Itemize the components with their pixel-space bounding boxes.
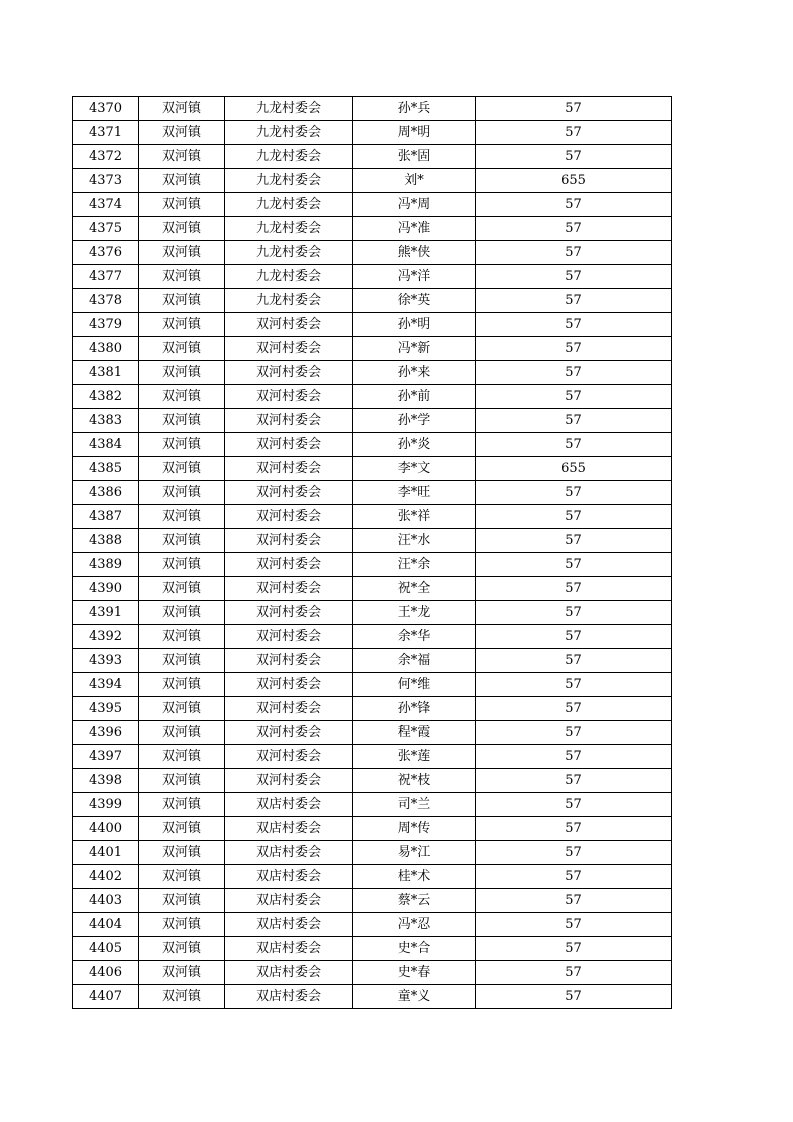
serial-number-cell: 4391 xyxy=(73,601,139,625)
amount-cell: 57 xyxy=(476,577,672,601)
village-committee-cell: 双河村委会 xyxy=(225,649,353,673)
amount-cell: 57 xyxy=(476,745,672,769)
town-cell: 双河镇 xyxy=(139,385,225,409)
table-row xyxy=(73,361,672,385)
village-committee-cell: 双河村委会 xyxy=(225,745,353,769)
serial-number-cell: 4405 xyxy=(73,937,139,961)
name-cell: 孙*明 xyxy=(353,313,476,337)
serial-number-cell: 4388 xyxy=(73,529,139,553)
town-cell: 双河镇 xyxy=(139,553,225,577)
name-cell: 蔡*云 xyxy=(353,889,476,913)
village-committee-cell: 九龙村委会 xyxy=(225,289,353,313)
table-row xyxy=(73,553,672,577)
table-row xyxy=(73,529,672,553)
amount-cell: 57 xyxy=(476,889,672,913)
name-cell: 张*祥 xyxy=(353,505,476,529)
village-committee-cell: 双河村委会 xyxy=(225,313,353,337)
name-cell: 史*春 xyxy=(353,961,476,985)
name-cell: 熊*侠 xyxy=(353,241,476,265)
town-cell: 双河镇 xyxy=(139,289,225,313)
name-cell: 汪*余 xyxy=(353,553,476,577)
table-row xyxy=(73,337,672,361)
table-row xyxy=(73,889,672,913)
table-row xyxy=(73,721,672,745)
town-cell: 双河镇 xyxy=(139,169,225,193)
amount-cell: 57 xyxy=(476,289,672,313)
town-cell: 双河镇 xyxy=(139,601,225,625)
town-cell: 双河镇 xyxy=(139,697,225,721)
data-table xyxy=(72,96,672,1009)
amount-cell: 57 xyxy=(476,505,672,529)
table-row xyxy=(73,817,672,841)
serial-number-cell: 4407 xyxy=(73,985,139,1009)
town-cell: 双河镇 xyxy=(139,745,225,769)
town-cell: 双河镇 xyxy=(139,817,225,841)
town-cell: 双河镇 xyxy=(139,217,225,241)
amount-cell: 57 xyxy=(476,865,672,889)
serial-number-cell: 4382 xyxy=(73,385,139,409)
village-committee-cell: 双河村委会 xyxy=(225,385,353,409)
serial-number-cell: 4389 xyxy=(73,553,139,577)
town-cell: 双河镇 xyxy=(139,121,225,145)
village-committee-cell: 九龙村委会 xyxy=(225,265,353,289)
name-cell: 孙*学 xyxy=(353,409,476,433)
name-cell: 冯*新 xyxy=(353,337,476,361)
village-committee-cell: 双河村委会 xyxy=(225,433,353,457)
name-cell: 冯*准 xyxy=(353,217,476,241)
town-cell: 双河镇 xyxy=(139,889,225,913)
serial-number-cell: 4379 xyxy=(73,313,139,337)
amount-cell: 57 xyxy=(476,649,672,673)
serial-number-cell: 4393 xyxy=(73,649,139,673)
serial-number-cell: 4374 xyxy=(73,193,139,217)
serial-number-cell: 4390 xyxy=(73,577,139,601)
name-cell: 冯*洋 xyxy=(353,265,476,289)
town-cell: 双河镇 xyxy=(139,97,225,121)
amount-cell: 57 xyxy=(476,217,672,241)
name-cell: 何*维 xyxy=(353,673,476,697)
town-cell: 双河镇 xyxy=(139,865,225,889)
name-cell: 周*传 xyxy=(353,817,476,841)
village-committee-cell: 双店村委会 xyxy=(225,793,353,817)
serial-number-cell: 4381 xyxy=(73,361,139,385)
town-cell: 双河镇 xyxy=(139,625,225,649)
amount-cell: 57 xyxy=(476,673,672,697)
town-cell: 双河镇 xyxy=(139,673,225,697)
serial-number-cell: 4403 xyxy=(73,889,139,913)
serial-number-cell: 4400 xyxy=(73,817,139,841)
table-body xyxy=(73,97,672,1009)
name-cell: 余*华 xyxy=(353,625,476,649)
table-row xyxy=(73,673,672,697)
table-row xyxy=(73,697,672,721)
town-cell: 双河镇 xyxy=(139,145,225,169)
serial-number-cell: 4380 xyxy=(73,337,139,361)
village-committee-cell: 双河村委会 xyxy=(225,625,353,649)
table-row xyxy=(73,769,672,793)
amount-cell: 57 xyxy=(476,97,672,121)
name-cell: 刘* xyxy=(353,169,476,193)
serial-number-cell: 4404 xyxy=(73,913,139,937)
table-row xyxy=(73,265,672,289)
village-committee-cell: 双店村委会 xyxy=(225,913,353,937)
serial-number-cell: 4385 xyxy=(73,457,139,481)
village-committee-cell: 九龙村委会 xyxy=(225,217,353,241)
amount-cell: 57 xyxy=(476,985,672,1009)
table-row xyxy=(73,169,672,193)
serial-number-cell: 4371 xyxy=(73,121,139,145)
serial-number-cell: 4376 xyxy=(73,241,139,265)
table-row xyxy=(73,433,672,457)
village-committee-cell: 双店村委会 xyxy=(225,889,353,913)
town-cell: 双河镇 xyxy=(139,409,225,433)
table-row xyxy=(73,961,672,985)
amount-cell: 57 xyxy=(476,601,672,625)
table-row xyxy=(73,601,672,625)
village-committee-cell: 九龙村委会 xyxy=(225,241,353,265)
serial-number-cell: 4396 xyxy=(73,721,139,745)
name-cell: 祝*枝 xyxy=(353,769,476,793)
village-committee-cell: 双店村委会 xyxy=(225,817,353,841)
serial-number-cell: 4372 xyxy=(73,145,139,169)
table-row xyxy=(73,913,672,937)
village-committee-cell: 双河村委会 xyxy=(225,457,353,481)
name-cell: 李*文 xyxy=(353,457,476,481)
village-committee-cell: 双河村委会 xyxy=(225,769,353,793)
serial-number-cell: 4386 xyxy=(73,481,139,505)
amount-cell: 57 xyxy=(476,337,672,361)
serial-number-cell: 4383 xyxy=(73,409,139,433)
village-committee-cell: 双河村委会 xyxy=(225,601,353,625)
village-committee-cell: 双河村委会 xyxy=(225,553,353,577)
amount-cell: 57 xyxy=(476,553,672,577)
village-committee-cell: 双河村委会 xyxy=(225,673,353,697)
town-cell: 双河镇 xyxy=(139,457,225,481)
name-cell: 孙*锋 xyxy=(353,697,476,721)
village-committee-cell: 九龙村委会 xyxy=(225,193,353,217)
serial-number-cell: 4384 xyxy=(73,433,139,457)
table-row xyxy=(73,145,672,169)
amount-cell: 57 xyxy=(476,121,672,145)
village-committee-cell: 双河村委会 xyxy=(225,577,353,601)
amount-cell: 57 xyxy=(476,913,672,937)
town-cell: 双河镇 xyxy=(139,313,225,337)
town-cell: 双河镇 xyxy=(139,721,225,745)
table-row xyxy=(73,121,672,145)
amount-cell: 57 xyxy=(476,721,672,745)
name-cell: 桂*术 xyxy=(353,865,476,889)
table-row xyxy=(73,841,672,865)
village-committee-cell: 双店村委会 xyxy=(225,937,353,961)
name-cell: 王*龙 xyxy=(353,601,476,625)
amount-cell: 57 xyxy=(476,937,672,961)
table-row xyxy=(73,409,672,433)
village-committee-cell: 九龙村委会 xyxy=(225,121,353,145)
village-committee-cell: 双河村委会 xyxy=(225,697,353,721)
amount-cell: 57 xyxy=(476,145,672,169)
amount-cell: 57 xyxy=(476,625,672,649)
name-cell: 周*明 xyxy=(353,121,476,145)
amount-cell: 57 xyxy=(476,193,672,217)
town-cell: 双河镇 xyxy=(139,265,225,289)
town-cell: 双河镇 xyxy=(139,481,225,505)
amount-cell: 57 xyxy=(476,481,672,505)
amount-cell: 57 xyxy=(476,313,672,337)
name-cell: 孙*来 xyxy=(353,361,476,385)
town-cell: 双河镇 xyxy=(139,433,225,457)
town-cell: 双河镇 xyxy=(139,241,225,265)
table-row xyxy=(73,217,672,241)
name-cell: 司*兰 xyxy=(353,793,476,817)
serial-number-cell: 4406 xyxy=(73,961,139,985)
town-cell: 双河镇 xyxy=(139,193,225,217)
serial-number-cell: 4375 xyxy=(73,217,139,241)
table-row xyxy=(73,385,672,409)
amount-cell: 57 xyxy=(476,961,672,985)
town-cell: 双河镇 xyxy=(139,769,225,793)
serial-number-cell: 4397 xyxy=(73,745,139,769)
table-row xyxy=(73,937,672,961)
town-cell: 双河镇 xyxy=(139,961,225,985)
serial-number-cell: 4395 xyxy=(73,697,139,721)
amount-cell: 57 xyxy=(476,385,672,409)
name-cell: 孙*兵 xyxy=(353,97,476,121)
table-row xyxy=(73,985,672,1009)
table-row xyxy=(73,481,672,505)
table-row xyxy=(73,865,672,889)
name-cell: 程*霞 xyxy=(353,721,476,745)
table-row xyxy=(73,745,672,769)
village-committee-cell: 双河村委会 xyxy=(225,529,353,553)
town-cell: 双河镇 xyxy=(139,529,225,553)
town-cell: 双河镇 xyxy=(139,577,225,601)
amount-cell: 57 xyxy=(476,409,672,433)
village-committee-cell: 双河村委会 xyxy=(225,409,353,433)
town-cell: 双河镇 xyxy=(139,913,225,937)
serial-number-cell: 4402 xyxy=(73,865,139,889)
name-cell: 易*江 xyxy=(353,841,476,865)
amount-cell: 57 xyxy=(476,433,672,457)
serial-number-cell: 4392 xyxy=(73,625,139,649)
serial-number-cell: 4377 xyxy=(73,265,139,289)
village-committee-cell: 双店村委会 xyxy=(225,985,353,1009)
village-committee-cell: 双店村委会 xyxy=(225,865,353,889)
table-row xyxy=(73,625,672,649)
table-row xyxy=(73,193,672,217)
village-committee-cell: 九龙村委会 xyxy=(225,97,353,121)
name-cell: 汪*水 xyxy=(353,529,476,553)
name-cell: 余*福 xyxy=(353,649,476,673)
serial-number-cell: 4370 xyxy=(73,97,139,121)
serial-number-cell: 4373 xyxy=(73,169,139,193)
town-cell: 双河镇 xyxy=(139,841,225,865)
name-cell: 冯*忍 xyxy=(353,913,476,937)
village-committee-cell: 双河村委会 xyxy=(225,721,353,745)
village-committee-cell: 双店村委会 xyxy=(225,961,353,985)
village-committee-cell: 双河村委会 xyxy=(225,505,353,529)
amount-cell: 655 xyxy=(476,457,672,481)
town-cell: 双河镇 xyxy=(139,361,225,385)
name-cell: 李*旺 xyxy=(353,481,476,505)
table-row xyxy=(73,457,672,481)
name-cell: 祝*全 xyxy=(353,577,476,601)
table-row xyxy=(73,793,672,817)
village-committee-cell: 九龙村委会 xyxy=(225,169,353,193)
village-committee-cell: 双店村委会 xyxy=(225,841,353,865)
name-cell: 孙*前 xyxy=(353,385,476,409)
table-row xyxy=(73,289,672,313)
village-committee-cell: 九龙村委会 xyxy=(225,145,353,169)
town-cell: 双河镇 xyxy=(139,649,225,673)
name-cell: 童*义 xyxy=(353,985,476,1009)
table-row xyxy=(73,313,672,337)
town-cell: 双河镇 xyxy=(139,937,225,961)
serial-number-cell: 4378 xyxy=(73,289,139,313)
town-cell: 双河镇 xyxy=(139,337,225,361)
village-committee-cell: 双河村委会 xyxy=(225,361,353,385)
table-row xyxy=(73,97,672,121)
amount-cell: 655 xyxy=(476,169,672,193)
serial-number-cell: 4398 xyxy=(73,769,139,793)
serial-number-cell: 4399 xyxy=(73,793,139,817)
table-row xyxy=(73,577,672,601)
amount-cell: 57 xyxy=(476,793,672,817)
table-row xyxy=(73,649,672,673)
village-committee-cell: 双河村委会 xyxy=(225,337,353,361)
serial-number-cell: 4394 xyxy=(73,673,139,697)
amount-cell: 57 xyxy=(476,841,672,865)
name-cell: 张*莲 xyxy=(353,745,476,769)
town-cell: 双河镇 xyxy=(139,985,225,1009)
name-cell: 史*合 xyxy=(353,937,476,961)
amount-cell: 57 xyxy=(476,529,672,553)
amount-cell: 57 xyxy=(476,697,672,721)
table-row xyxy=(73,241,672,265)
town-cell: 双河镇 xyxy=(139,793,225,817)
name-cell: 张*固 xyxy=(353,145,476,169)
amount-cell: 57 xyxy=(476,769,672,793)
amount-cell: 57 xyxy=(476,817,672,841)
table-row xyxy=(73,505,672,529)
serial-number-cell: 4401 xyxy=(73,841,139,865)
amount-cell: 57 xyxy=(476,265,672,289)
amount-cell: 57 xyxy=(476,361,672,385)
name-cell: 徐*英 xyxy=(353,289,476,313)
name-cell: 孙*炎 xyxy=(353,433,476,457)
amount-cell: 57 xyxy=(476,241,672,265)
serial-number-cell: 4387 xyxy=(73,505,139,529)
name-cell: 冯*周 xyxy=(353,193,476,217)
village-committee-cell: 双河村委会 xyxy=(225,481,353,505)
town-cell: 双河镇 xyxy=(139,505,225,529)
